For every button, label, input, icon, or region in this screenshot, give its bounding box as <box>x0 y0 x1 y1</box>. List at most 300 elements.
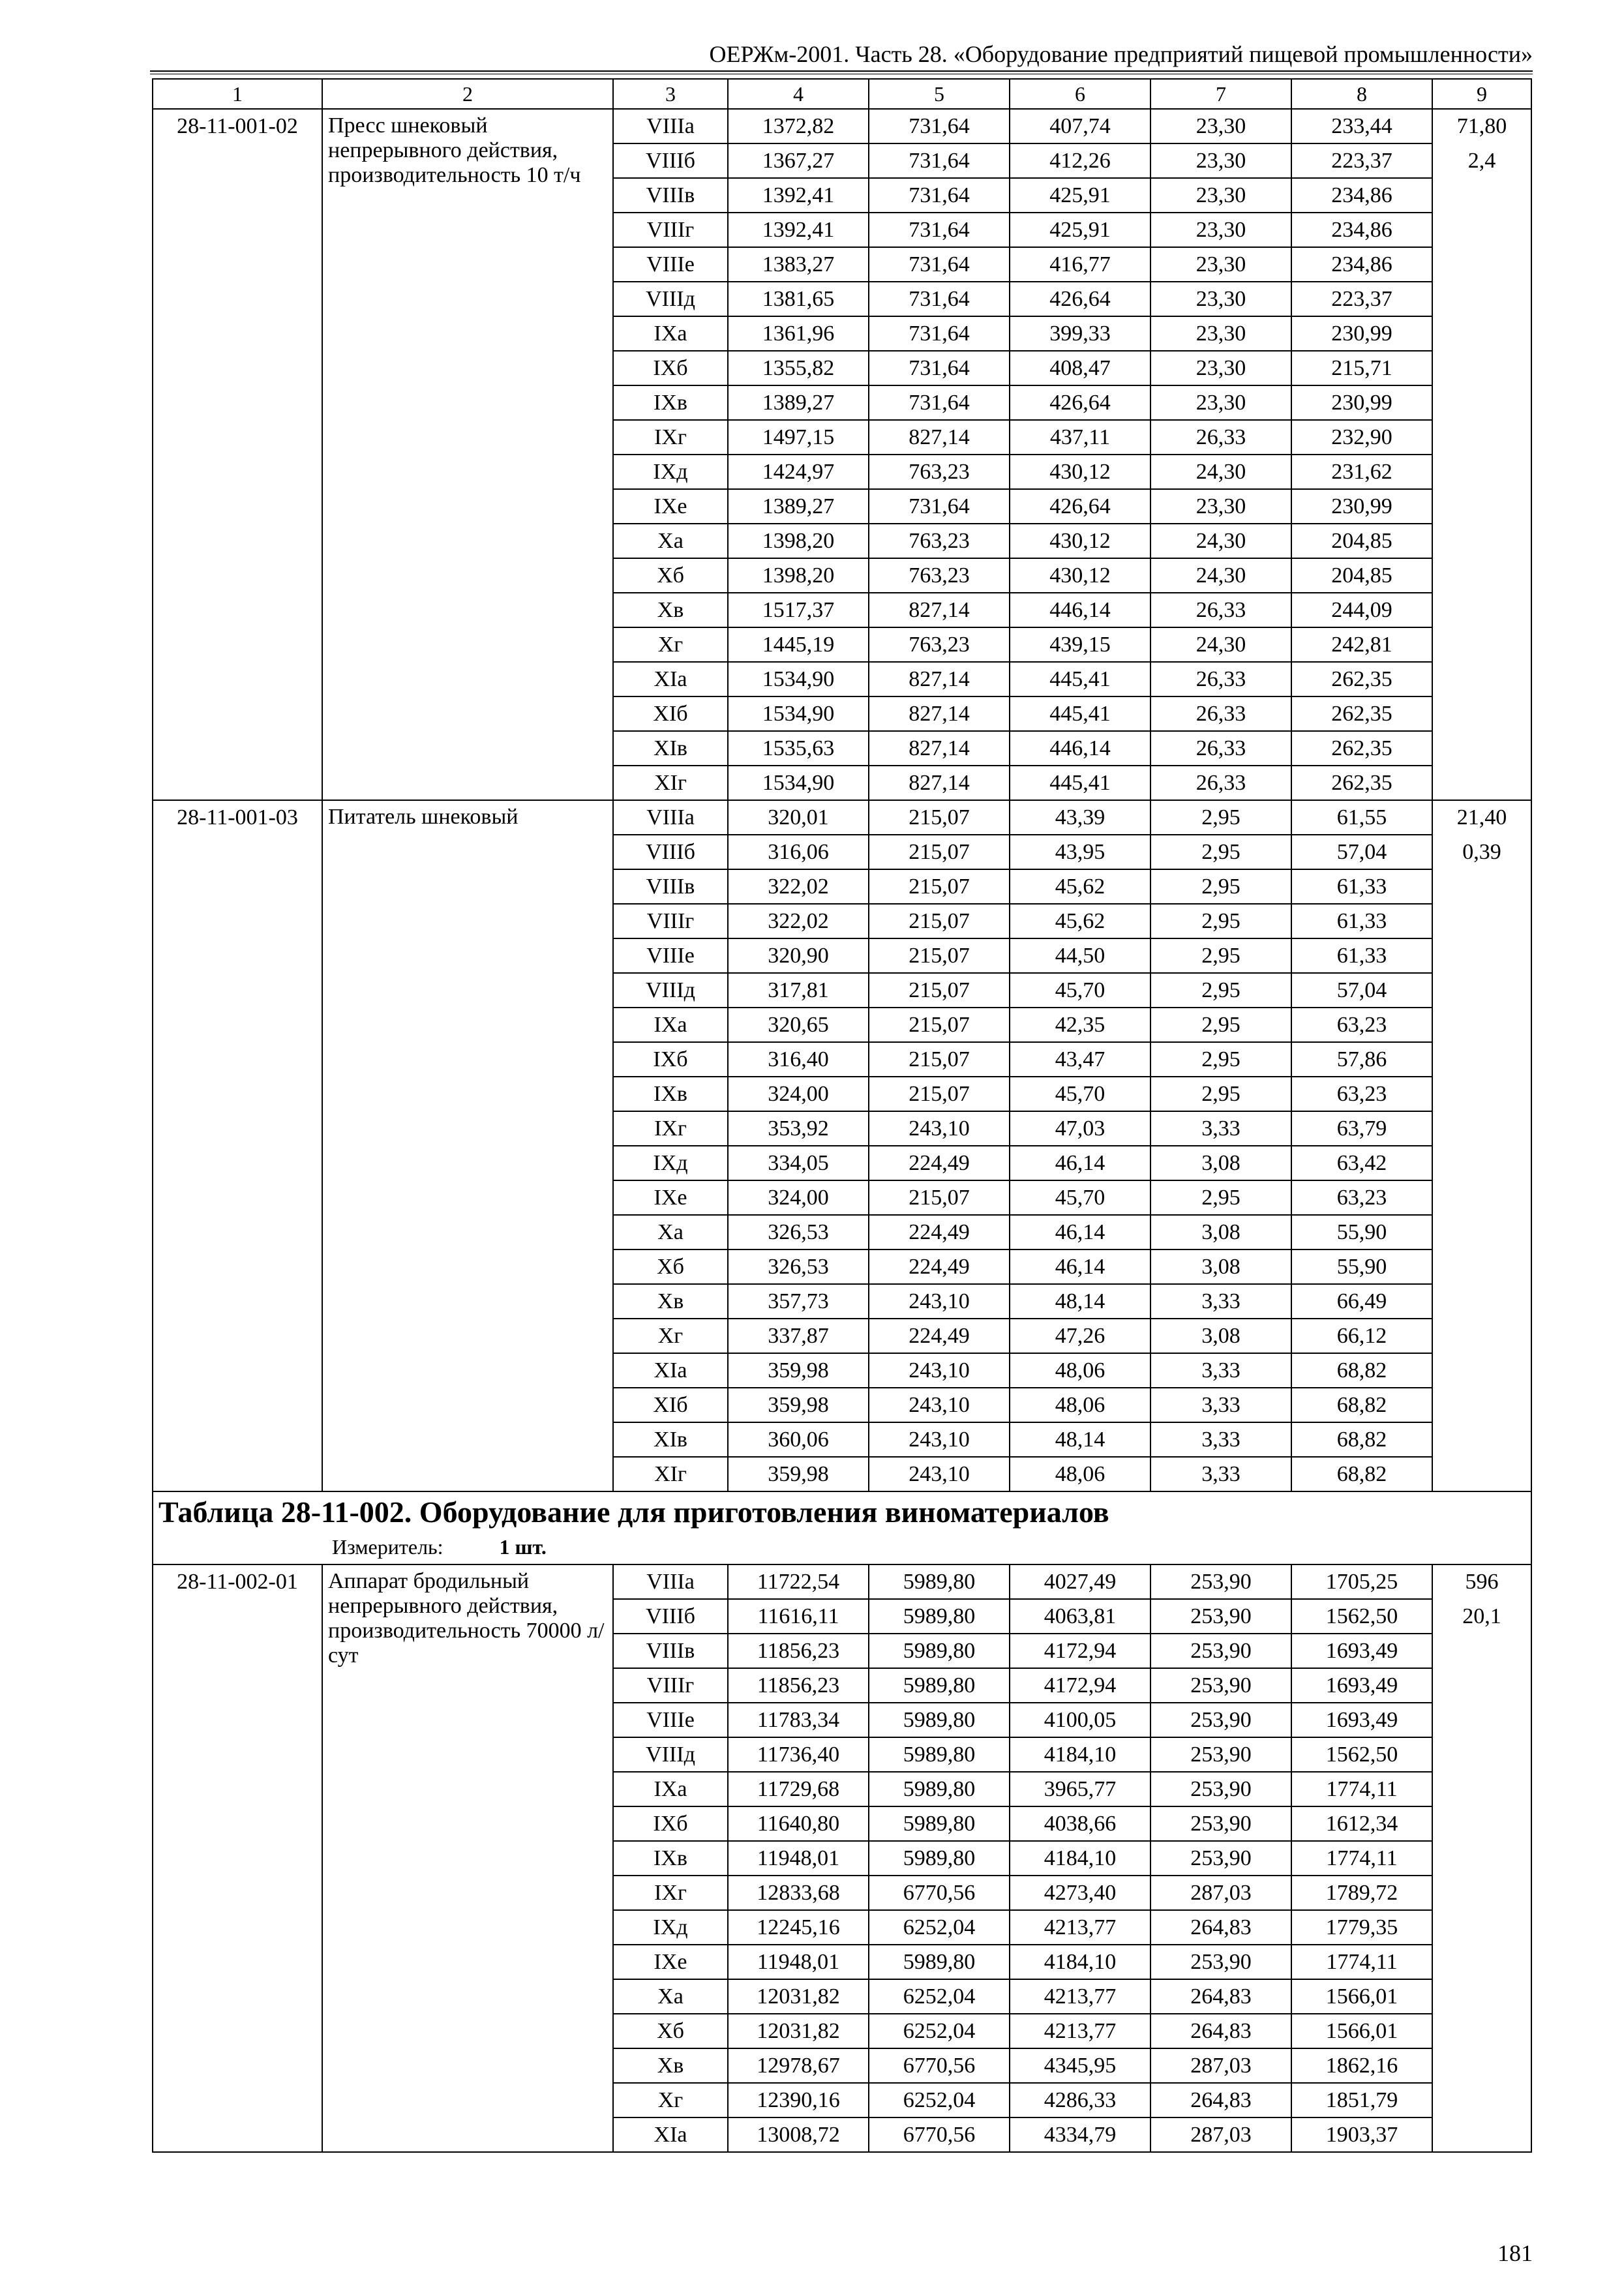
value-cell: 326,53 <box>728 1215 869 1249</box>
value-cell: 215,07 <box>869 1042 1010 1077</box>
value-cell: 2,95 <box>1150 1042 1291 1077</box>
value-cell: 6770,56 <box>869 2117 1010 2152</box>
zone-cell: VIIIе <box>613 247 728 282</box>
value-cell: 63,23 <box>1291 1008 1432 1042</box>
value-cell: 731,64 <box>869 143 1010 178</box>
value-cell: 66,12 <box>1291 1319 1432 1353</box>
value-cell: 215,07 <box>869 800 1010 835</box>
value-cell: 1774,11 <box>1291 1945 1432 1979</box>
value-cell: 4184,10 <box>1010 1945 1150 1979</box>
value-cell: 763,23 <box>869 455 1010 489</box>
table-row <box>153 800 1531 835</box>
section-title-cell <box>153 1491 1531 1564</box>
value-cell: 224,49 <box>869 1215 1010 1249</box>
value-cell: 1534,90 <box>728 662 869 696</box>
extra-value: 0,39 <box>1462 840 1501 864</box>
value-cell: 1361,96 <box>728 316 869 351</box>
zone-cell: VIIIе <box>613 1703 728 1737</box>
zone-cell: IXа <box>613 1772 728 1806</box>
value-cell: 6252,04 <box>869 2014 1010 2048</box>
value-cell: 407,74 <box>1010 109 1150 143</box>
value-cell: 23,30 <box>1150 143 1291 178</box>
value-cell: 426,64 <box>1010 385 1150 420</box>
value-cell: 731,64 <box>869 213 1010 247</box>
value-cell: 253,90 <box>1150 1634 1291 1668</box>
value-cell: 215,07 <box>869 904 1010 938</box>
zone-cell: Xг <box>613 627 728 662</box>
column-number: 2 <box>322 79 613 109</box>
value-cell: 12390,16 <box>728 2083 869 2117</box>
page-number: 181 <box>1497 2240 1533 2266</box>
value-cell: 253,90 <box>1150 1841 1291 1876</box>
value-cell: 1851,79 <box>1291 2083 1432 2117</box>
value-cell: 223,37 <box>1291 282 1432 316</box>
value-cell: 24,30 <box>1150 455 1291 489</box>
zone-cell: Xб <box>613 2014 728 2048</box>
value-cell: 1355,82 <box>728 351 869 385</box>
value-cell: 224,49 <box>869 1319 1010 1353</box>
value-cell: 399,33 <box>1010 316 1150 351</box>
value-cell: 43,95 <box>1010 835 1150 869</box>
value-cell: 1381,65 <box>728 282 869 316</box>
value-cell: 243,10 <box>869 1388 1010 1422</box>
zone-cell: IXе <box>613 1180 728 1215</box>
item-code: 28-11-001-02 <box>153 109 322 800</box>
value-cell: 12031,82 <box>728 2014 869 2048</box>
value-cell: 6252,04 <box>869 1979 1010 2014</box>
value-cell: 6770,56 <box>869 1876 1010 1910</box>
value-cell: 61,33 <box>1291 869 1432 904</box>
value-cell: 24,30 <box>1150 627 1291 662</box>
value-cell: 412,26 <box>1010 143 1150 178</box>
value-cell: 253,90 <box>1150 1945 1291 1979</box>
table-row <box>153 1564 1531 1599</box>
value-cell: 5989,80 <box>869 1668 1010 1703</box>
value-cell: 320,01 <box>728 800 869 835</box>
value-cell: 731,64 <box>869 489 1010 524</box>
running-header: ОЕРЖм-2001. Часть 28. «Оборудование предприятий пищевой промышленности» <box>709 41 1533 67</box>
value-cell: 57,04 <box>1291 973 1432 1008</box>
zone-cell: IXд <box>613 1146 728 1180</box>
column-number: 8 <box>1291 79 1432 109</box>
value-cell: 215,07 <box>869 938 1010 973</box>
value-cell: 827,14 <box>869 731 1010 766</box>
zone-cell: Xа <box>613 1215 728 1249</box>
value-cell: 731,64 <box>869 178 1010 213</box>
value-cell: 3,08 <box>1150 1146 1291 1180</box>
value-cell: 262,35 <box>1291 766 1432 800</box>
zone-cell: VIIIа <box>613 109 728 143</box>
value-cell: 731,64 <box>869 282 1010 316</box>
zone-cell: IXв <box>613 1841 728 1876</box>
value-cell: 68,82 <box>1291 1422 1432 1457</box>
extra-cell <box>1432 1564 1531 2152</box>
value-cell: 224,49 <box>869 1146 1010 1180</box>
table-row <box>153 109 1531 143</box>
value-cell: 63,23 <box>1291 1180 1432 1215</box>
value-cell: 4273,40 <box>1010 1876 1150 1910</box>
value-cell: 1693,49 <box>1291 1668 1432 1703</box>
value-cell: 243,10 <box>869 1422 1010 1457</box>
value-cell: 1497,15 <box>728 420 869 455</box>
value-cell: 68,82 <box>1291 1353 1432 1388</box>
value-cell: 317,81 <box>728 973 869 1008</box>
value-cell: 47,03 <box>1010 1111 1150 1146</box>
zone-cell: VIIIд <box>613 282 728 316</box>
value-cell: 1372,82 <box>728 109 869 143</box>
value-cell: 4184,10 <box>1010 1737 1150 1772</box>
value-cell: 253,90 <box>1150 1772 1291 1806</box>
zone-cell: IXб <box>613 1806 728 1841</box>
value-cell: 827,14 <box>869 766 1010 800</box>
zone-cell: VIIIг <box>613 1668 728 1703</box>
extra-cell <box>1432 109 1531 800</box>
value-cell: 233,44 <box>1291 109 1432 143</box>
value-cell: 763,23 <box>869 627 1010 662</box>
zone-cell: IXб <box>613 1042 728 1077</box>
value-cell: 23,30 <box>1150 213 1291 247</box>
item-name: Аппарат бродильный непрерывного действия, производительность 70000 л/сут <box>322 1564 613 2152</box>
value-cell: 2,95 <box>1150 973 1291 1008</box>
value-cell: 430,12 <box>1010 524 1150 558</box>
zone-cell: VIIIе <box>613 938 728 973</box>
extra-value: 596 <box>1465 1570 1499 1594</box>
value-cell: 3,33 <box>1150 1388 1291 1422</box>
value-cell: 2,95 <box>1150 1180 1291 1215</box>
value-cell: 320,90 <box>728 938 869 973</box>
value-cell: 5989,80 <box>869 1945 1010 1979</box>
value-cell: 437,11 <box>1010 420 1150 455</box>
value-cell: 4063,81 <box>1010 1599 1150 1634</box>
value-cell: 223,37 <box>1291 143 1432 178</box>
value-cell: 4172,94 <box>1010 1668 1150 1703</box>
value-cell: 408,47 <box>1010 351 1150 385</box>
value-cell: 23,30 <box>1150 178 1291 213</box>
value-cell: 4213,77 <box>1010 1910 1150 1945</box>
item-name: Питатель шнековый <box>322 800 613 1491</box>
value-cell: 1774,11 <box>1291 1841 1432 1876</box>
value-cell: 1398,20 <box>728 558 869 593</box>
zone-cell: Xб <box>613 1249 728 1284</box>
value-cell: 1535,63 <box>728 731 869 766</box>
value-cell: 430,12 <box>1010 558 1150 593</box>
value-cell: 48,14 <box>1010 1422 1150 1457</box>
value-cell: 324,00 <box>728 1077 869 1111</box>
value-cell: 57,86 <box>1291 1042 1432 1077</box>
value-cell: 11856,23 <box>728 1668 869 1703</box>
value-cell: 1789,72 <box>1291 1876 1432 1910</box>
section-title-row <box>153 1491 1531 1564</box>
value-cell: 3,33 <box>1150 1284 1291 1319</box>
value-cell: 224,49 <box>869 1249 1010 1284</box>
value-cell: 426,64 <box>1010 489 1150 524</box>
value-cell: 11948,01 <box>728 1945 869 1979</box>
value-cell: 12833,68 <box>728 1876 869 1910</box>
value-cell: 23,30 <box>1150 109 1291 143</box>
value-cell: 5989,80 <box>869 1703 1010 1737</box>
value-cell: 66,49 <box>1291 1284 1432 1319</box>
value-cell: 287,03 <box>1150 2117 1291 2152</box>
zone-cell: XIа <box>613 1353 728 1388</box>
zone-cell: Xв <box>613 1284 728 1319</box>
value-cell: 215,07 <box>869 1180 1010 1215</box>
value-cell: 12978,67 <box>728 2048 869 2083</box>
zone-cell: IXг <box>613 420 728 455</box>
value-cell: 5989,80 <box>869 1737 1010 1772</box>
value-cell: 23,30 <box>1150 351 1291 385</box>
value-cell: 2,95 <box>1150 938 1291 973</box>
value-cell: 264,83 <box>1150 1979 1291 2014</box>
column-number: 9 <box>1432 79 1531 109</box>
value-cell: 763,23 <box>869 524 1010 558</box>
value-cell: 231,62 <box>1291 455 1432 489</box>
value-cell: 11729,68 <box>728 1772 869 1806</box>
zone-cell: XIа <box>613 662 728 696</box>
value-cell: 3,33 <box>1150 1353 1291 1388</box>
value-cell: 426,64 <box>1010 282 1150 316</box>
zone-cell: VIIIд <box>613 973 728 1008</box>
value-cell: 215,07 <box>869 1077 1010 1111</box>
value-cell: 243,10 <box>869 1353 1010 1388</box>
zone-cell: Xв <box>613 593 728 627</box>
value-cell: 68,82 <box>1291 1457 1432 1491</box>
zone-cell: IXе <box>613 1945 728 1979</box>
value-cell: 731,64 <box>869 385 1010 420</box>
value-cell: 5989,80 <box>869 1772 1010 1806</box>
value-cell: 45,62 <box>1010 904 1150 938</box>
value-cell: 827,14 <box>869 593 1010 627</box>
value-cell: 215,07 <box>869 973 1010 1008</box>
value-cell: 1383,27 <box>728 247 869 282</box>
value-cell: 445,41 <box>1010 766 1150 800</box>
zone-cell: VIIIд <box>613 1737 728 1772</box>
zone-cell: IXа <box>613 316 728 351</box>
value-cell: 234,86 <box>1291 247 1432 282</box>
value-cell: 61,33 <box>1291 904 1432 938</box>
value-cell: 2,95 <box>1150 835 1291 869</box>
column-number: 4 <box>728 79 869 109</box>
value-cell: 11722,54 <box>728 1564 869 1599</box>
value-cell: 5989,80 <box>869 1634 1010 1668</box>
value-cell: 425,91 <box>1010 178 1150 213</box>
value-cell: 6770,56 <box>869 2048 1010 2083</box>
value-cell: 1566,01 <box>1291 2014 1432 2048</box>
value-cell: 353,92 <box>728 1111 869 1146</box>
value-cell: 45,62 <box>1010 869 1150 904</box>
value-cell: 1693,49 <box>1291 1703 1432 1737</box>
value-cell: 320,65 <box>728 1008 869 1042</box>
value-cell: 44,50 <box>1010 938 1150 973</box>
value-cell: 232,90 <box>1291 420 1432 455</box>
value-cell: 23,30 <box>1150 282 1291 316</box>
item-code: 28-11-002-01 <box>153 1564 322 2152</box>
value-cell: 439,15 <box>1010 627 1150 662</box>
value-cell: 12245,16 <box>728 1910 869 1945</box>
value-cell: 42,35 <box>1010 1008 1150 1042</box>
zone-cell: Xб <box>613 558 728 593</box>
value-cell: 262,35 <box>1291 731 1432 766</box>
value-cell: 359,98 <box>728 1457 869 1491</box>
value-cell: 253,90 <box>1150 1564 1291 1599</box>
value-cell: 731,64 <box>869 316 1010 351</box>
unit-label: Измеритель: <box>332 1535 444 1559</box>
extra-value: 2,4 <box>1467 149 1496 173</box>
value-cell: 55,90 <box>1291 1249 1432 1284</box>
value-cell: 445,41 <box>1010 696 1150 731</box>
value-cell: 1367,27 <box>728 143 869 178</box>
zone-cell: VIIIг <box>613 904 728 938</box>
value-cell: 3,33 <box>1150 1457 1291 1491</box>
value-cell: 43,39 <box>1010 800 1150 835</box>
value-cell: 215,07 <box>869 835 1010 869</box>
zone-cell: VIIIв <box>613 1634 728 1668</box>
zone-cell: XIб <box>613 1388 728 1422</box>
value-cell: 4027,49 <box>1010 1564 1150 1599</box>
zone-cell: XIб <box>613 696 728 731</box>
value-cell: 337,87 <box>728 1319 869 1353</box>
value-cell: 253,90 <box>1150 1599 1291 1634</box>
value-cell: 2,95 <box>1150 1077 1291 1111</box>
value-cell: 253,90 <box>1150 1806 1291 1841</box>
extra-value: 20,1 <box>1462 1604 1501 1628</box>
value-cell: 55,90 <box>1291 1215 1432 1249</box>
value-cell: 2,95 <box>1150 904 1291 938</box>
value-cell: 23,30 <box>1150 316 1291 351</box>
value-cell: 1562,50 <box>1291 1737 1432 1772</box>
value-cell: 26,33 <box>1150 696 1291 731</box>
unit-value: 1 шт. <box>499 1535 547 1559</box>
value-cell: 23,30 <box>1150 489 1291 524</box>
zone-cell: IXб <box>613 351 728 385</box>
value-cell: 45,70 <box>1010 1180 1150 1215</box>
value-cell: 3,33 <box>1150 1422 1291 1457</box>
value-cell: 4213,77 <box>1010 2014 1150 2048</box>
value-cell: 12031,82 <box>728 1979 869 2014</box>
value-cell: 204,85 <box>1291 558 1432 593</box>
value-cell: 446,14 <box>1010 593 1150 627</box>
value-cell: 262,35 <box>1291 662 1432 696</box>
value-cell: 357,73 <box>728 1284 869 1319</box>
value-cell: 1774,11 <box>1291 1772 1432 1806</box>
value-cell: 11856,23 <box>728 1634 869 1668</box>
value-cell: 1534,90 <box>728 766 869 800</box>
value-cell: 4345,95 <box>1010 2048 1150 2083</box>
zone-cell: VIIIа <box>613 1564 728 1599</box>
value-cell: 1389,27 <box>728 489 869 524</box>
value-cell: 253,90 <box>1150 1703 1291 1737</box>
zone-cell: VIIIб <box>613 835 728 869</box>
value-cell: 230,99 <box>1291 385 1432 420</box>
value-cell: 230,99 <box>1291 489 1432 524</box>
value-cell: 48,06 <box>1010 1388 1150 1422</box>
value-cell: 243,10 <box>869 1284 1010 1319</box>
zone-cell: VIIIа <box>613 800 728 835</box>
column-number: 3 <box>613 79 728 109</box>
value-cell: 316,40 <box>728 1042 869 1077</box>
value-cell: 48,06 <box>1010 1353 1150 1388</box>
value-cell: 4334,79 <box>1010 2117 1150 2152</box>
zone-cell: IXа <box>613 1008 728 1042</box>
value-cell: 63,79 <box>1291 1111 1432 1146</box>
zone-cell: IXв <box>613 385 728 420</box>
value-cell: 425,91 <box>1010 213 1150 247</box>
value-cell: 63,42 <box>1291 1146 1432 1180</box>
column-number: 6 <box>1010 79 1150 109</box>
value-cell: 731,64 <box>869 109 1010 143</box>
value-cell: 253,90 <box>1150 1737 1291 1772</box>
value-cell: 11948,01 <box>728 1841 869 1876</box>
value-cell: 45,70 <box>1010 973 1150 1008</box>
value-cell: 1693,49 <box>1291 1634 1432 1668</box>
value-cell: 763,23 <box>869 558 1010 593</box>
unit-line <box>158 1533 1531 1561</box>
section-title: Таблица 28-11-002. Оборудование для приготовления виноматериалов <box>158 1495 1109 1529</box>
zone-cell: IXг <box>613 1876 728 1910</box>
value-cell: 47,26 <box>1010 1319 1150 1353</box>
value-cell: 322,02 <box>728 904 869 938</box>
value-cell: 243,10 <box>869 1457 1010 1491</box>
value-cell: 2,95 <box>1150 1008 1291 1042</box>
zone-cell: VIIIв <box>613 869 728 904</box>
value-cell: 1566,01 <box>1291 1979 1432 2014</box>
zone-cell: XIг <box>613 766 728 800</box>
value-cell: 1705,25 <box>1291 1564 1432 1599</box>
zone-cell: VIIIв <box>613 178 728 213</box>
value-cell: 1903,37 <box>1291 2117 1432 2152</box>
zone-cell: VIIIг <box>613 213 728 247</box>
value-cell: 23,30 <box>1150 385 1291 420</box>
value-cell: 5989,80 <box>869 1841 1010 1876</box>
value-cell: 215,07 <box>869 1008 1010 1042</box>
value-cell: 215,07 <box>869 869 1010 904</box>
value-cell: 416,77 <box>1010 247 1150 282</box>
value-cell: 57,04 <box>1291 835 1432 869</box>
value-cell: 4184,10 <box>1010 1841 1150 1876</box>
value-cell: 244,09 <box>1291 593 1432 627</box>
value-cell: 1534,90 <box>728 696 869 731</box>
value-cell: 324,00 <box>728 1180 869 1215</box>
extra-value: 71,80 <box>1456 114 1507 138</box>
value-cell: 359,98 <box>728 1353 869 1388</box>
value-cell: 13008,72 <box>728 2117 869 2152</box>
value-cell: 326,53 <box>728 1249 869 1284</box>
value-cell: 63,23 <box>1291 1077 1432 1111</box>
column-number: 5 <box>869 79 1010 109</box>
value-cell: 3,33 <box>1150 1111 1291 1146</box>
value-cell: 827,14 <box>869 662 1010 696</box>
value-cell: 3,08 <box>1150 1215 1291 1249</box>
value-cell: 26,33 <box>1150 420 1291 455</box>
value-cell: 4213,77 <box>1010 1979 1150 2014</box>
zone-cell: XIв <box>613 1422 728 1457</box>
zone-cell: IXд <box>613 455 728 489</box>
value-cell: 287,03 <box>1150 1876 1291 1910</box>
value-cell: 43,47 <box>1010 1042 1150 1077</box>
value-cell: 1517,37 <box>728 593 869 627</box>
value-cell: 24,30 <box>1150 558 1291 593</box>
value-cell: 253,90 <box>1150 1668 1291 1703</box>
value-cell: 68,82 <box>1291 1388 1432 1422</box>
value-cell: 731,64 <box>869 351 1010 385</box>
value-cell: 4100,05 <box>1010 1703 1150 1737</box>
value-cell: 5989,80 <box>869 1599 1010 1634</box>
column-number: 7 <box>1150 79 1291 109</box>
zone-cell: XIг <box>613 1457 728 1491</box>
value-cell: 4286,33 <box>1010 2083 1150 2117</box>
item-name: Пресс шнековый непрерывного действия, производительность 10 т/ч <box>322 109 613 800</box>
value-cell: 48,14 <box>1010 1284 1150 1319</box>
value-cell: 322,02 <box>728 869 869 904</box>
